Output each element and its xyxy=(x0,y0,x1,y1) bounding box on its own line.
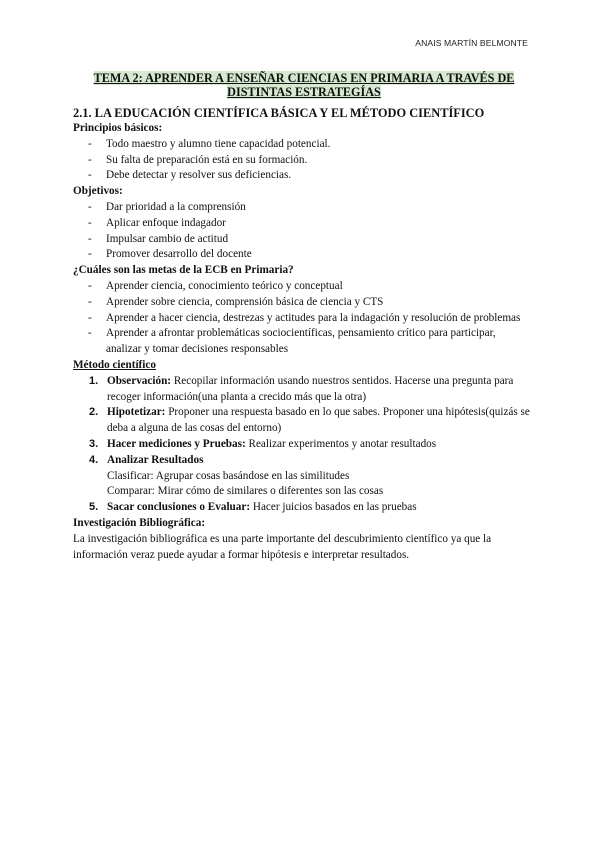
title-line-2: DISTINTAS ESTRATEGÍAS xyxy=(227,84,381,99)
step-number: 3. xyxy=(89,437,99,450)
principios-heading: Principios básicos: xyxy=(73,122,163,134)
investigacion-paragraph: La investigación bibliográfica es una parte importante del descubrimiento científico ya que la información veraz puede ayudar a formar hipótesis e interpretar resultados. xyxy=(73,532,492,561)
metodo-steps xyxy=(73,374,533,516)
step-number: 2. xyxy=(89,406,99,419)
metodo-heading: Método científico xyxy=(73,358,156,371)
step-label: Hipotetizar: xyxy=(107,406,166,419)
objetivos-list xyxy=(73,200,533,263)
step-label: Observación: xyxy=(107,374,172,387)
investigacion-heading: Investigación Bibliográfica: xyxy=(73,516,206,529)
step-label: Hacer mediciones y Pruebas: xyxy=(107,437,246,450)
step-text: Realizar experimentos y anotar resultados xyxy=(245,437,437,450)
list-item: - Su falta de preparación está en su formación. xyxy=(73,153,533,169)
objetivos-heading: Objetivos: xyxy=(73,185,123,198)
title-line-1: TEMA 2: APRENDER A ENSEÑAR CIENCIAS EN PRIMARIA A TRAVÉS DE xyxy=(93,71,515,85)
list-item: - Promover desarrollo del docente xyxy=(73,247,533,263)
analizar-sub-item: Comparar: Mirar cómo de similares o diferentes son las cosas xyxy=(107,485,384,498)
section-heading: 2.1. LA EDUCACIÓN CIENTÍFICA BÁSICA Y EL MÉTODO CIENTÍFICO xyxy=(73,106,485,120)
step-item xyxy=(73,374,533,406)
metas-list xyxy=(73,279,533,358)
step-text: Recopilar información usando nuestros sentidos. Hacerse una pregunta para recoger información(una planta a crecido más que la otra) xyxy=(107,374,514,403)
step-text: Proponer una respuesta basado en lo que sabes. Proponer una hipótesis(quizás se deba a alguna de las cosas del entorno) xyxy=(107,406,530,435)
list-item: - Aprender a hacer ciencia, destrezas y actitudes para la indagación y resolución de problemas xyxy=(73,311,533,327)
list-item: - Impulsar cambio de actitud xyxy=(73,232,533,248)
header-author: ANAIS MARTÍN BELMONTE xyxy=(415,38,528,48)
step-item xyxy=(73,500,533,516)
list-item: - Debe detectar y resolver sus deficiencias. xyxy=(73,168,533,184)
list-item: - Todo maestro y alumno tiene capacidad potencial. xyxy=(73,137,533,153)
step-number: 5. xyxy=(89,501,99,514)
list-item: - Aprender sobre ciencia, comprensión básica de ciencia y CTS xyxy=(73,295,533,311)
step-item xyxy=(73,405,533,437)
step-number: 1. xyxy=(89,374,99,387)
step-label: Sacar conclusiones o Evaluar: xyxy=(107,501,251,514)
step-text: Hacer juicios basados en las pruebas xyxy=(250,501,417,514)
step-label: Analizar Resultados xyxy=(107,453,204,466)
principios-list xyxy=(73,137,533,184)
list-item: - Aprender ciencia, conocimiento teórico y conceptual xyxy=(73,279,533,295)
step-item xyxy=(73,453,533,500)
list-item: - Dar prioridad a la comprensión xyxy=(73,200,533,216)
list-item: - Aplicar enfoque indagador xyxy=(73,216,533,232)
analizar-sub-item: Clasificar: Agrupar cosas basándose en las similitudes xyxy=(107,469,350,482)
metas-heading: ¿Cuáles son las metas de la ECB en Primaria? xyxy=(73,264,294,277)
document-body xyxy=(73,105,533,563)
step-item xyxy=(73,437,533,453)
step-number: 4. xyxy=(89,453,99,466)
document-title xyxy=(84,72,524,99)
list-item: - Aprender a afrontar problemáticas sociocientíficas, pensamiento crítico para participar, analizar y tomar decisiones responsables xyxy=(73,326,533,358)
